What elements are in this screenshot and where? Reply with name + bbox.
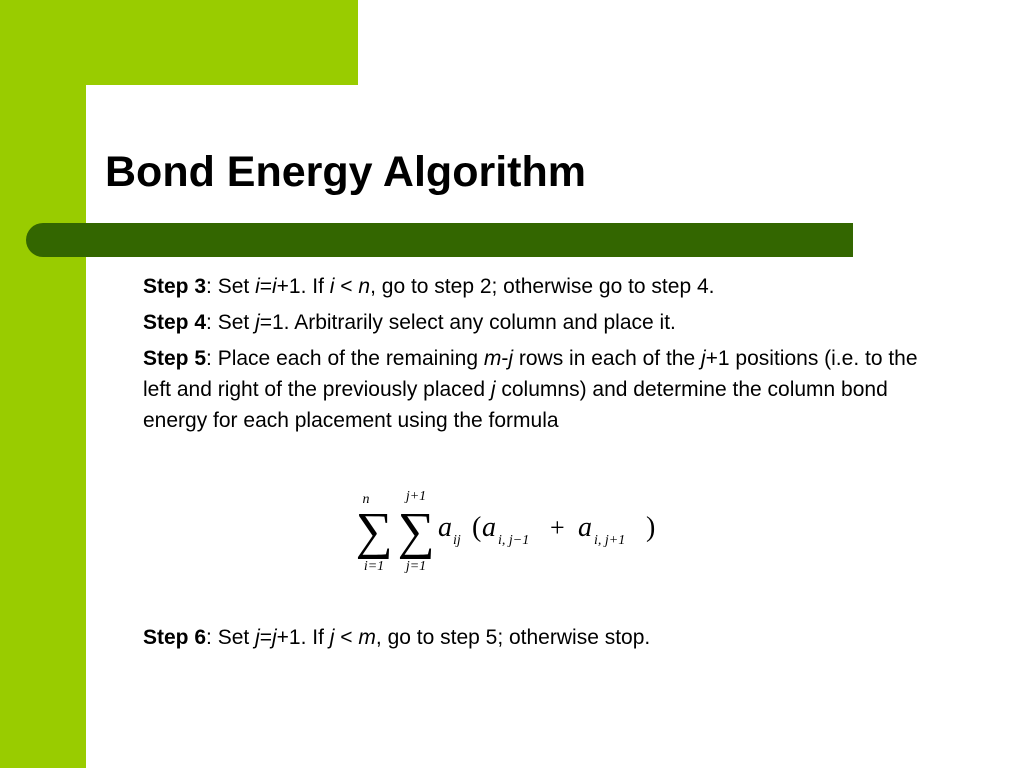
steps-list — [143, 271, 943, 441]
plus-sign: + — [550, 513, 565, 542]
a1: a — [482, 512, 496, 543]
step-5: Step 5: Place each of the remaining m-j rows in each of the j+1 positions (i.e. to the left and right of the previously placed j columns) and determine the column bond energy for each placement using the formula — [143, 347, 918, 432]
top-accent-band — [0, 0, 358, 85]
open-paren: ( — [472, 512, 482, 543]
step-5-label: Step 5 — [143, 347, 207, 370]
term-a: a — [438, 512, 452, 543]
step-6-label: Step 6 — [143, 626, 207, 649]
sum2-lower: j=1 — [405, 559, 427, 574]
sum1-lower: i=1 — [363, 559, 385, 574]
sum1-sigma: ∑ — [355, 503, 393, 560]
a2-sub: i, j+1 — [594, 533, 626, 548]
step-4-label: Step 4 — [143, 311, 207, 334]
step-6: Step 6: Set j=j+1. If j < m, go to step 5; otherwise stop. — [143, 626, 651, 649]
a1-sub: i, j−1 — [498, 533, 530, 548]
step-3-label: Step 3 — [143, 275, 207, 298]
bond-energy-formula — [350, 480, 670, 580]
sum1-upper: n — [362, 492, 370, 507]
slide-title: Bond Energy Algorithm — [105, 148, 586, 196]
close-paren: ) — [646, 512, 656, 543]
title-underline-bar — [26, 223, 853, 257]
step-3: Step 3: Set i=i+1. If i < n, go to step 2; otherwise go to step 4. — [143, 275, 715, 298]
sum2-upper: j+1 — [405, 489, 427, 504]
left-accent-band — [0, 0, 86, 768]
step-4: Step 4: Set j=1. Arbitrarily select any column and place it. — [143, 311, 676, 334]
term-a-sub: ij — [453, 533, 461, 548]
sum2-sigma: ∑ — [397, 503, 435, 560]
a2: a — [578, 512, 592, 543]
